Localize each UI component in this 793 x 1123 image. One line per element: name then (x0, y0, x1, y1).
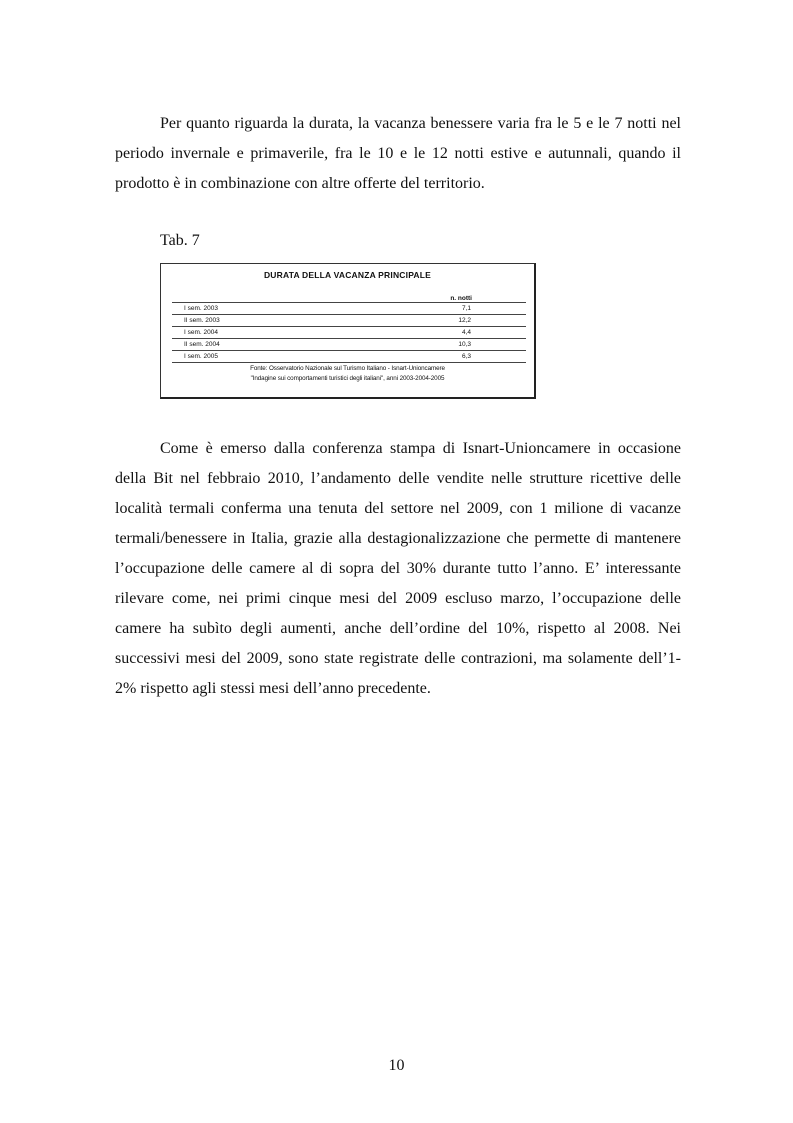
row-period: II sem. 2004 (184, 341, 220, 348)
table-title: DURATA DELLA VACANZA PRINCIPALE (263, 270, 432, 280)
table-column-header (172, 292, 526, 303)
row-period: I sem. 2004 (184, 329, 218, 336)
row-period: I sem. 2003 (184, 305, 218, 312)
paragraph-conference: Come è emerso dalla conferenza stampa di Isnart-Unioncamere in occasione della Bit nel febbraio 2010, l’andamento delle vendite nelle strutture ricettive delle località termali conferma una tenuta del settore nel 2009, con 1 milione di vacanze termali/benessere in Italia, grazie alla destagionalizzazione che permette di mantenere l’occupazione delle camere al di sopra del 30% durante tutto l’anno. E’ interessante rilevare come, nei primi cinque mesi del 2009 escluso marzo, l’occupazione delle camere ha subìto degli aumenti, anche dell’ordine del 10%, rispetto al 2008. Nei successivi mesi del 2009, sono state registrate delle contrazioni, ma solamente dell’1-2% rispetto agli stessi mesi dell’anno precedente. (115, 440, 681, 697)
row-value: 4,4 (461, 329, 471, 336)
page-number: 10 (388, 1057, 405, 1074)
paragraph-duration: Per quanto riguarda la durata, la vacanza benessere varia fra le 5 e le 7 notti nel periodo invernale e primaverile, fra le 10 e le 12 notti estive e autunnali, quando il prodotto è in combinazione con altre offerte del territorio. (115, 115, 681, 192)
table-row (172, 351, 526, 363)
row-value: 12,2 (458, 317, 471, 324)
column-header-nights: n. notti (450, 295, 472, 302)
row-value: 7,1 (461, 305, 471, 312)
row-value: 10,3 (458, 341, 471, 348)
table-row (172, 315, 526, 327)
table-source-line: Fonte: Osservatorio Nazionale sul Turismo Italiano - Isnart-Unioncamere (250, 365, 445, 372)
table-source-line: "Indagine sui comportamenti turistici degli italiani", anni 2003-2004-2005 (250, 375, 445, 382)
table-grid (172, 292, 526, 363)
table-caption: Tab. 7 (160, 232, 200, 249)
table-figure (160, 263, 536, 399)
row-period: II sem. 2003 (184, 317, 220, 324)
table-row (172, 303, 526, 315)
table-source (161, 364, 534, 384)
row-period: I sem. 2005 (184, 353, 218, 360)
table-row (172, 327, 526, 339)
row-value: 6,3 (461, 353, 471, 360)
table-row (172, 339, 526, 351)
